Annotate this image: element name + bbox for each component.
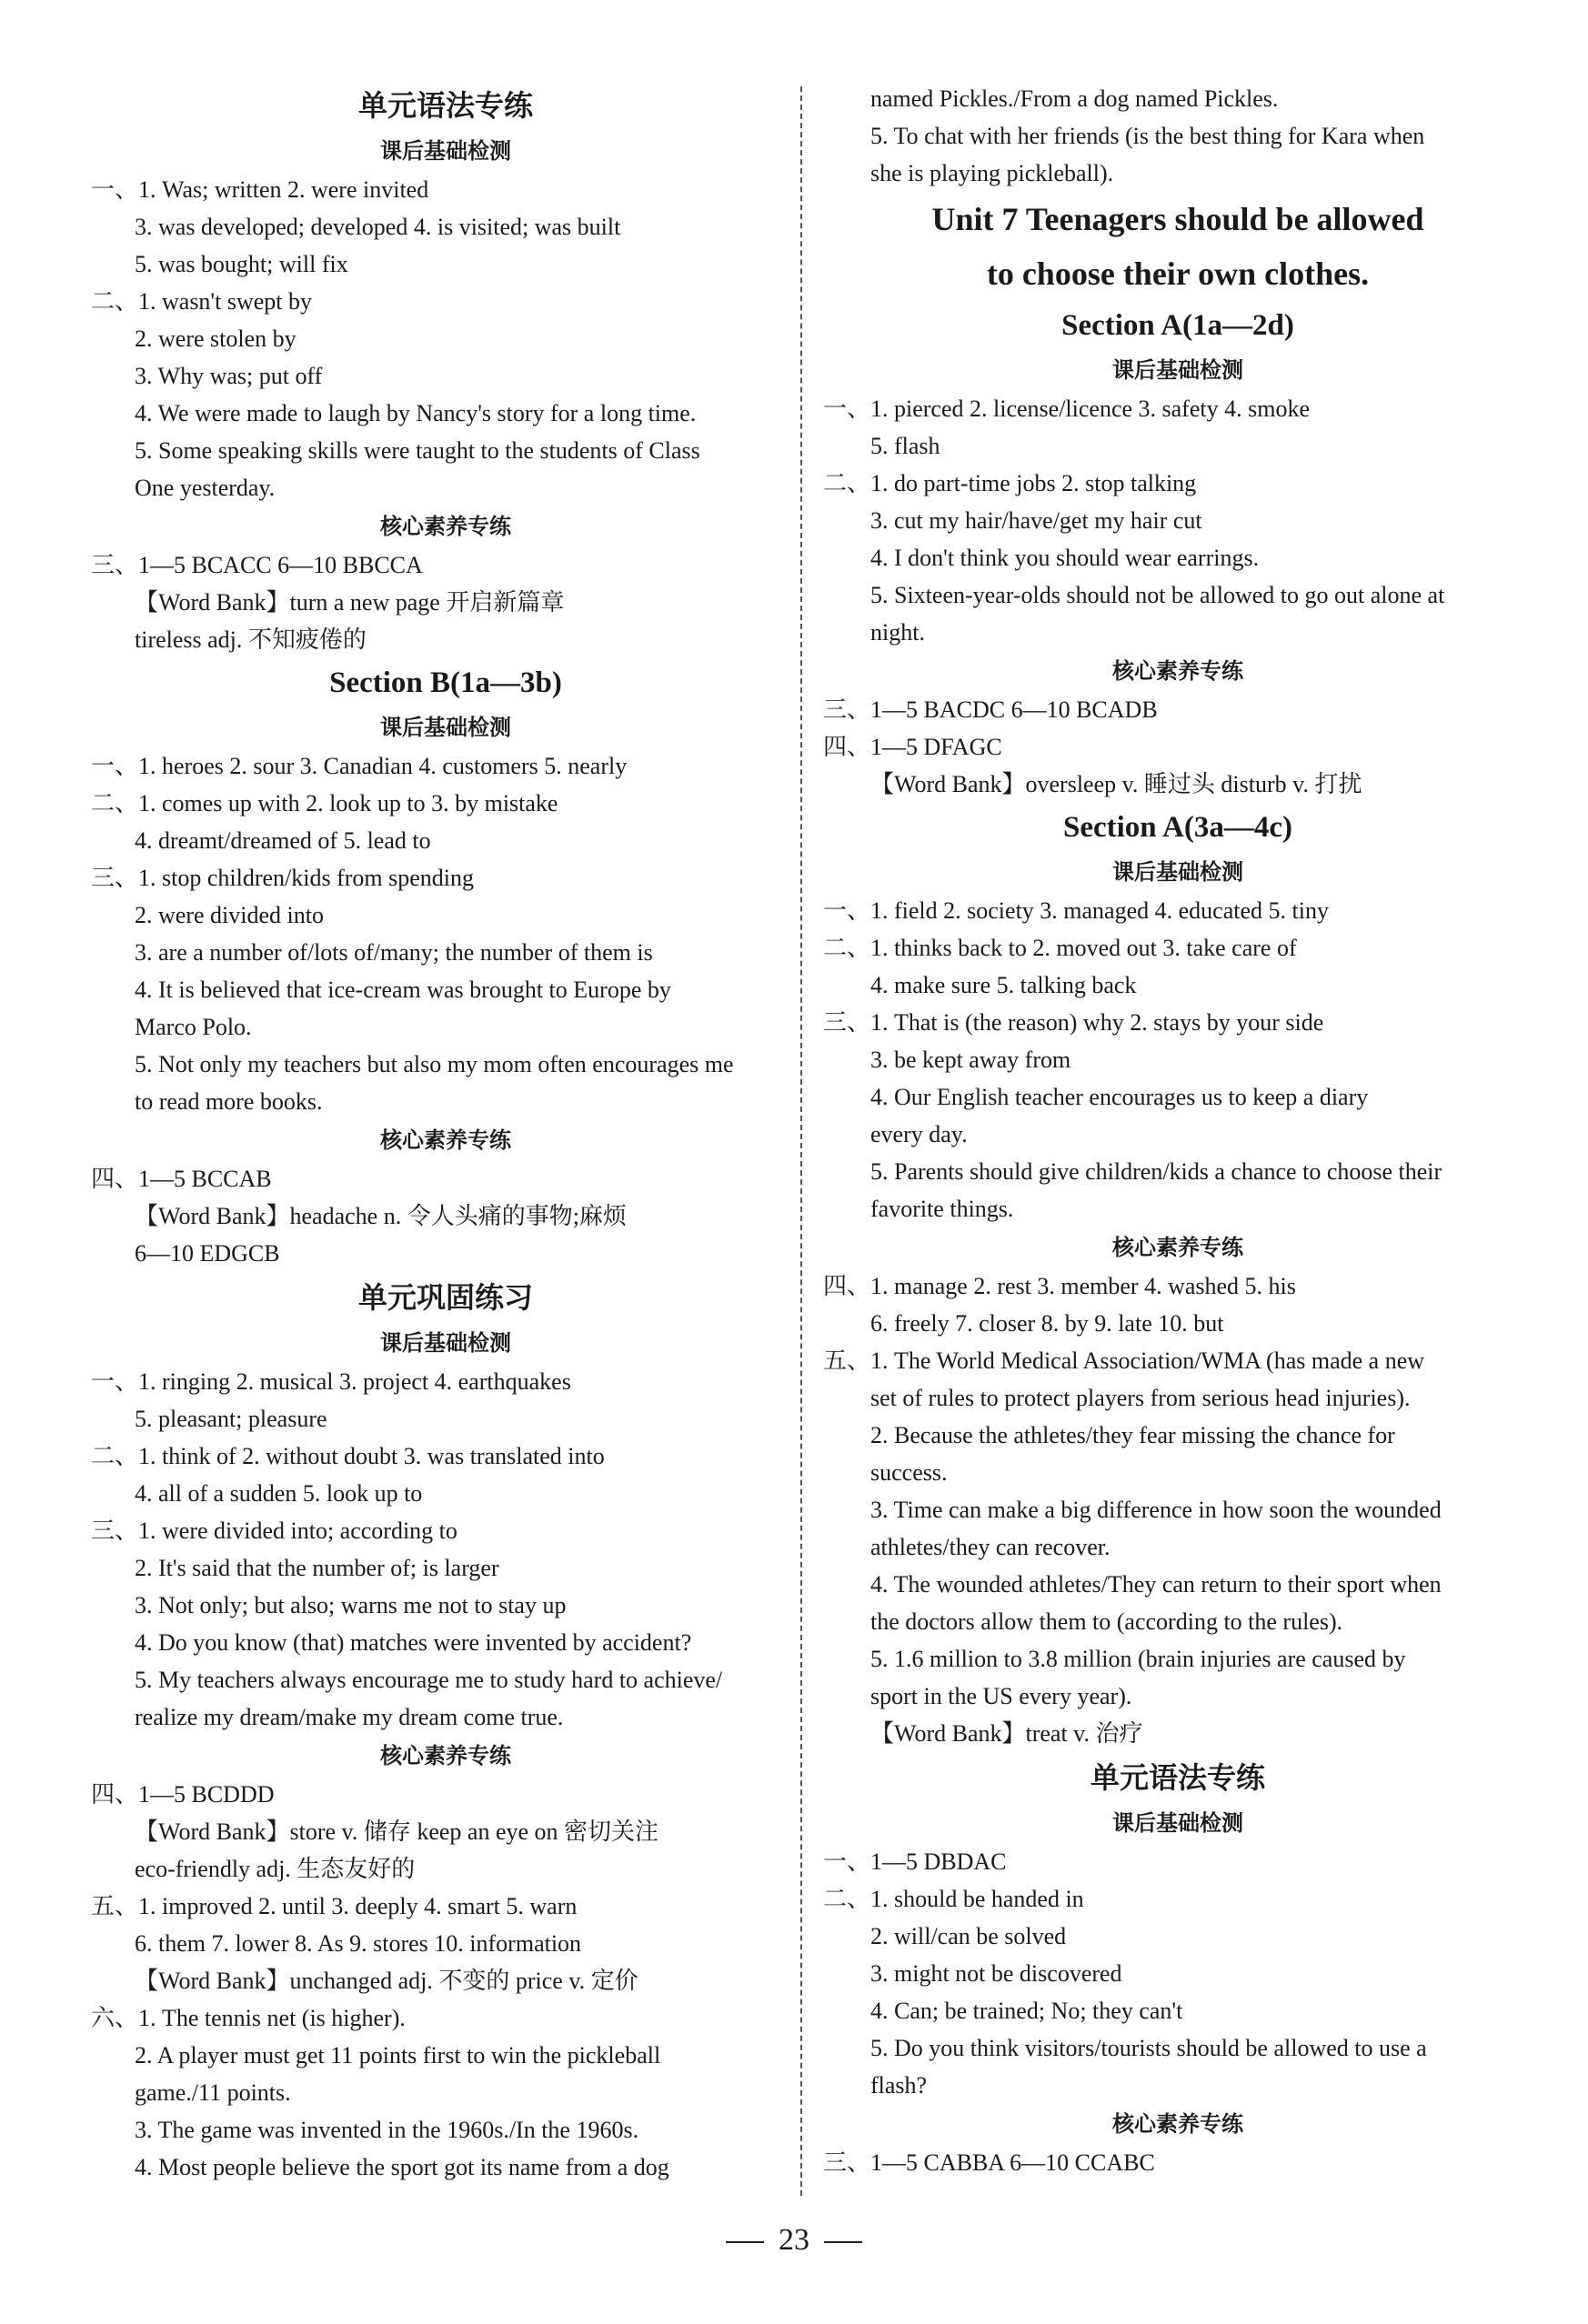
- page-number-text: 23: [779, 2223, 809, 2257]
- answer-line: 【Word Bank】turn a new page 开启新篇章: [135, 589, 565, 616]
- answer-line: 4. Most people believe the sport got its name from a dog: [135, 2154, 669, 2180]
- answer-line: 5. Do you think visitors/tourists should be allowed to use a: [870, 2035, 1427, 2061]
- answer-line: 5. Sixteen-year-olds should not be allowed to go out alone at: [870, 582, 1445, 608]
- answer-line: set of rules to protect players from serious head injuries).: [870, 1385, 1411, 1411]
- answer-line: 3. Not only; but also; warns me not to stay up: [135, 1592, 567, 1618]
- unit-heading: 单元语法专练: [1090, 1760, 1265, 1795]
- subsection-heading: 核心素养专练: [1112, 2111, 1243, 2137]
- subsection-heading: 核心素养专练: [380, 1743, 511, 1768]
- answer-line: 5. Parents should give children/kids a chance to choose their: [870, 1158, 1442, 1185]
- answer-line: 二、1. comes up with 2. look up to 3. by mistake: [91, 790, 558, 816]
- answer-line: named Pickles./From a dog named Pickles.: [870, 85, 1279, 112]
- answer-line: 五、1. improved 2. until 3. deeply 4. smart 5. warn: [91, 1893, 578, 1919]
- answer-line: 5. was bought; will fix: [135, 251, 348, 277]
- answer-line: 3. Time can make a big difference in how soon the wounded: [870, 1497, 1442, 1523]
- answer-line: 三、1—5 BACDC 6—10 BCADB: [823, 696, 1158, 723]
- answer-line: 一、1. Was; written 2. were invited: [91, 176, 429, 203]
- answer-line: 5. To chat with her friends (is the best thing for Kara when: [870, 123, 1425, 149]
- left-column: [91, 80, 800, 2186]
- answer-line: 【Word Bank】headache n. 令人头痛的事物;麻烦: [135, 1203, 627, 1229]
- answer-line: 一、1—5 DBDAC: [823, 1848, 1007, 1875]
- subsection-heading: 课后基础检测: [380, 715, 511, 740]
- answer-line: 【Word Bank】oversleep v. 睡过头 disturb v. 打扰: [870, 771, 1362, 797]
- right-column: [823, 80, 1533, 2181]
- answer-line: game./11 points.: [135, 2079, 291, 2106]
- answer-line: 【Word Bank】treat v. 治疗: [870, 1720, 1143, 1747]
- answer-line: 一、1. ringing 2. musical 3. project 4. earthquakes: [91, 1368, 571, 1395]
- subsection-heading: 课后基础检测: [1112, 1810, 1243, 1836]
- answer-line: 二、1. think of 2. without doubt 3. was translated into: [91, 1443, 605, 1469]
- answer-line: 三、1. were divided into; according to: [91, 1518, 457, 1544]
- subsection-heading: 核心素养专练: [380, 514, 511, 539]
- answer-line: 【Word Bank】store v. 储存 keep an eye on 密切关注: [135, 1818, 659, 1845]
- answer-line: 4. I don't think you should wear earrings.: [870, 545, 1260, 571]
- answer-line: sport in the US every year).: [870, 1683, 1132, 1709]
- answer-line: 六、1. The tennis net (is higher).: [91, 2005, 406, 2031]
- answer-line: 2. will/can be solved: [870, 1923, 1067, 1949]
- answer-line: Marco Polo.: [135, 1014, 252, 1040]
- answer-line: 2. Because the athletes/they fear missing the chance for: [870, 1422, 1395, 1448]
- answer-line: 5. Not only my teachers but also my mom often encourages me: [135, 1051, 734, 1077]
- answer-line: to read more books.: [135, 1088, 323, 1115]
- answer-line: 4. We were made to laugh by Nancy's story for a long time.: [135, 400, 697, 426]
- answer-line: 5. Some speaking skills were taught to the students of Class: [135, 437, 700, 464]
- answer-line: 三、1—5 CABBA 6—10 CCABC: [823, 2149, 1155, 2176]
- answer-line: flash?: [870, 2072, 928, 2099]
- unit-heading: 单元巩固练习: [357, 1280, 533, 1315]
- answer-line: 3. might not be discovered: [870, 1960, 1122, 1987]
- answer-line: 5. flash: [870, 433, 940, 459]
- subsection-heading: 课后基础检测: [1112, 357, 1243, 383]
- answer-line: the doctors allow them to (according to the rules).: [870, 1608, 1343, 1635]
- section-heading: Section A(1a—2d): [1061, 309, 1294, 342]
- answer-line: 4. Can; be trained; No; they can't: [870, 1998, 1183, 2024]
- answer-line: 2. were stolen by: [135, 326, 296, 352]
- answer-line: favorite things.: [870, 1196, 1014, 1222]
- answer-line: 6. them 7. lower 8. As 9. stores 10. information: [135, 1930, 582, 1957]
- subsection-heading: 核心素养专练: [380, 1127, 511, 1153]
- subsection-heading: 核心素养专练: [1112, 658, 1243, 684]
- answer-line: 3. are a number of/lots of/many; the number of them is: [135, 939, 653, 966]
- answer-line: One yesterday.: [135, 475, 276, 501]
- answer-line: 3. Why was; put off: [135, 363, 323, 389]
- answer-line: 4. The wounded athletes/They can return to their sport when: [870, 1571, 1442, 1598]
- answer-line: 2. were divided into: [135, 902, 324, 928]
- column-divider: [800, 86, 802, 2196]
- answer-line: 2. A player must get 11 points first to win the pickleball: [135, 2042, 661, 2069]
- answer-line: 一、1. pierced 2. license/licence 3. safety 4. smoke: [823, 396, 1310, 422]
- answer-line: 3. cut my hair/have/get my hair cut: [870, 507, 1202, 534]
- answer-line: 三、1. stop children/kids from spending: [91, 865, 475, 891]
- answer-line: 5. 1.6 million to 3.8 million (brain injuries are caused by: [870, 1646, 1406, 1672]
- page-number: [0, 2223, 1588, 2258]
- answer-line: 四、1—5 BCCAB: [91, 1166, 272, 1192]
- answer-line: 4. Do you know (that) matches were invented by accident?: [135, 1629, 692, 1656]
- answer-line: success.: [870, 1459, 948, 1486]
- answer-line: 五、1. The World Medical Association/WMA (has made a new: [823, 1347, 1425, 1374]
- answer-line: 2. It's said that the number of; is larger: [135, 1555, 499, 1581]
- subsection-heading: 课后基础检测: [1112, 859, 1243, 885]
- answer-line: 4. It is believed that ice-cream was brought to Europe by: [135, 977, 671, 1003]
- answer-line: 二、1. wasn't swept by: [91, 288, 313, 315]
- answer-line: eco-friendly adj. 生态友好的: [135, 1856, 416, 1882]
- answer-line: 四、1—5 BCDDD: [91, 1781, 275, 1808]
- answer-line: 三、1—5 BCACC 6—10 BBCCA: [91, 552, 423, 578]
- answer-line: 4. all of a sudden 5. look up to: [135, 1480, 423, 1507]
- answer-line: 6—10 EDGCB: [135, 1240, 280, 1267]
- answer-line: 一、1. heroes 2. sour 3. Canadian 4. customers 5. nearly: [91, 753, 628, 779]
- answer-line: 一、1. field 2. society 3. managed 4. educated 5. tiny: [823, 897, 1329, 924]
- answer-line: she is playing pickleball).: [870, 160, 1114, 186]
- answer-line: 6. freely 7. closer 8. by 9. late 10. but: [870, 1310, 1224, 1337]
- answer-line: 3. was developed; developed 4. is visited; was built: [135, 214, 621, 240]
- answer-line: 二、1. do part-time jobs 2. stop talking: [823, 470, 1197, 496]
- unit-title: Unit 7 Teenagers should be allowed: [931, 201, 1424, 237]
- answer-line: 4. make sure 5. talking back: [870, 972, 1137, 998]
- answer-line: 3. The game was invented in the 1960s./In the 1960s.: [135, 2117, 639, 2143]
- answer-line: 【Word Bank】unchanged adj. 不变的 price v. 定价: [135, 1968, 638, 1994]
- answer-line: 三、1. That is (the reason) why 2. stays by your side: [823, 1009, 1324, 1036]
- answer-line: 四、1. manage 2. rest 3. member 4. washed 5. his: [823, 1273, 1296, 1299]
- section-heading: Section B(1a—3b): [329, 666, 562, 699]
- answer-line: 二、1. thinks back to 2. moved out 3. take care of: [823, 935, 1297, 961]
- answer-line: 4. dreamt/dreamed of 5. lead to: [135, 827, 431, 854]
- section-heading: Section A(3a—4c): [1062, 811, 1293, 844]
- subsection-heading: 课后基础检测: [380, 1330, 511, 1356]
- answer-line: 3. be kept away from: [870, 1047, 1071, 1073]
- answer-line: 二、1. should be handed in: [823, 1886, 1084, 1912]
- unit-title: to choose their own clothes.: [986, 255, 1370, 292]
- answer-line: realize my dream/make my dream come true.: [135, 1704, 564, 1730]
- answer-line: 5. pleasant; pleasure: [135, 1406, 327, 1432]
- answer-line: 四、1—5 DFAGC: [823, 734, 1002, 760]
- subsection-heading: 核心素养专练: [1112, 1235, 1243, 1260]
- answer-line: athletes/they can recover.: [870, 1534, 1111, 1560]
- answer-line: night.: [870, 619, 925, 646]
- answer-line: tireless adj. 不知疲倦的: [135, 626, 367, 653]
- answer-line: 5. My teachers always encourage me to study hard to achieve/: [135, 1667, 723, 1693]
- answer-line: every day.: [870, 1121, 968, 1147]
- subsection-heading: 课后基础检测: [380, 138, 511, 164]
- unit-heading: 单元语法专练: [357, 88, 533, 123]
- answer-line: 4. Our English teacher encourages us to keep a diary: [870, 1084, 1369, 1110]
